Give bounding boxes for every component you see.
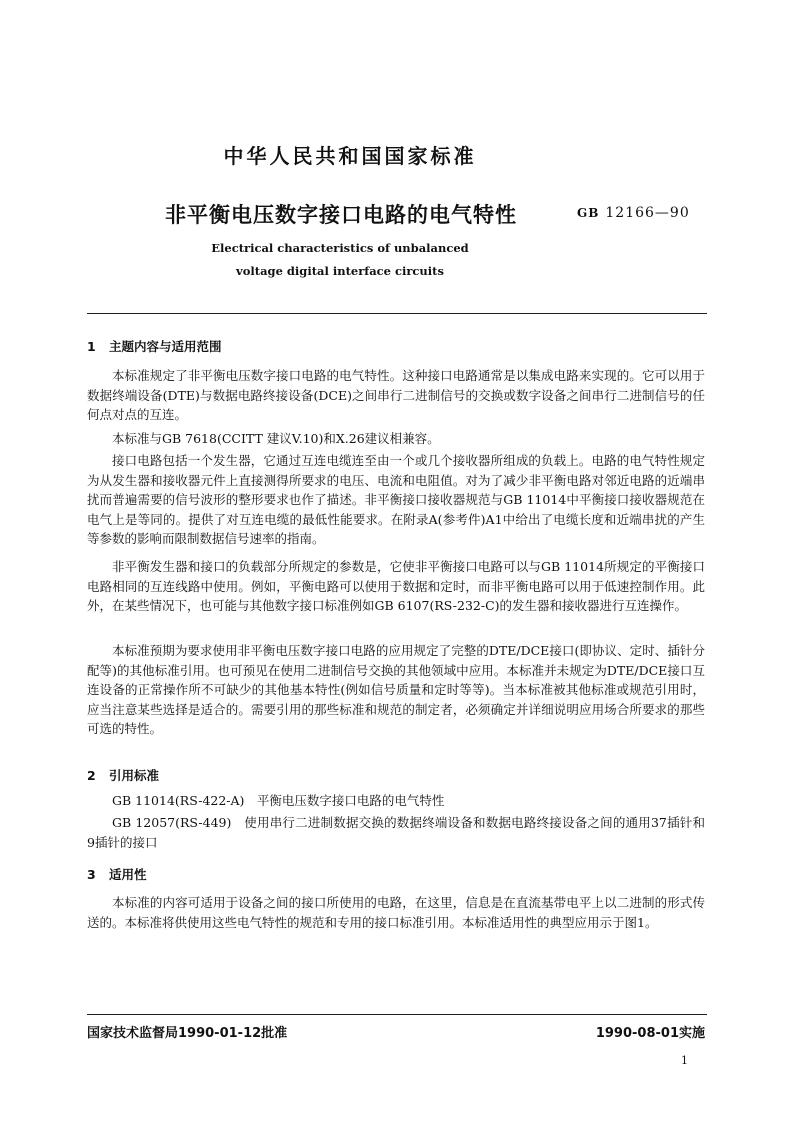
title-en-line-2: voltage digital interface circuits bbox=[236, 264, 444, 278]
standard-type-heading: 中华人民共和国国家标准 bbox=[223, 144, 477, 168]
footer-divider bbox=[87, 1014, 707, 1015]
section-title: 主题内容与适用范围 bbox=[109, 339, 222, 354]
standard-code bbox=[577, 205, 690, 221]
title-en-line-1: Electrical characteristics of unbalanced bbox=[211, 241, 469, 255]
paragraph: 本标准的内容可适用于设备之间的接口所使用的电路，在这里，信息是在直流基带电平上以二进制的形式传送的。本标准将供使用这些电气特性的规范和专用的接口标准引用。本标准适用性的典型应用示于图1。 bbox=[87, 895, 705, 930]
paragraph: 本标准规定了非平衡电压数字接口电路的电气特性。这种接口电路通常是以集成电路来实现的。它可以用于数据终端设备(DTE)与数据电路终接设备(DCE)之间串行二进制信号的交换或数字设备之间串行二进制信号的任何点对点的互连。 bbox=[87, 368, 705, 422]
section-heading bbox=[87, 865, 147, 883]
paragraph: 本标准与GB 7618(CCITT 建议V.10)和X.26建议相兼容。 bbox=[112, 431, 440, 446]
section-heading bbox=[87, 337, 222, 355]
standard-code-prefix: GB bbox=[577, 206, 600, 220]
section-title: 引用标准 bbox=[109, 768, 160, 783]
header-divider bbox=[87, 313, 707, 314]
paragraph: 非平衡发生器和接口的负载部分所规定的参数是，它使非平衡接口电路可以与GB 11014所规定的平衡接口电路相同的互连线路中使用。例如，平衡电路可以使用于数据和定时，而非平衡电路可以用于低速控制作用。此外，在某些情况下，也可能与其他数字接口标准例如GB 6107(RS-232-C)的发生器和接收器进行互连操作。 bbox=[87, 559, 705, 613]
section-title: 适用性 bbox=[109, 867, 147, 882]
standard-code-number: 12166—90 bbox=[605, 205, 690, 221]
section-number: 1 bbox=[87, 339, 96, 354]
page-number: 1 bbox=[681, 1054, 688, 1067]
paragraph: 本标准预期为要求使用非平衡电压数字接口电路的应用规定了完整的DTE/DCE接口(即协议、定时、插针分配等)的其他标准引用。也可预见在使用二进制信号交换的其他领域中应用。本标准并未规定为DTE/DCE接口互连设备的正常操作所不可缺少的其他基本特性(例如信号质量和定时等等)。当本标准被其他标准或规范引用时，应当注意某些选择是适合的。需要引用的那些标准和规范的制定者，必须确定并详细说明应用场合所要求的那些可选的特性。 bbox=[87, 643, 705, 736]
document-title-cn: 非平衡电压数字接口电路的电气特性 bbox=[165, 203, 517, 227]
approval-date: 国家技术监督局1990-01-12批准 bbox=[87, 1026, 288, 1041]
effective-date: 1990-08-01实施 bbox=[595, 1026, 705, 1041]
section-heading bbox=[87, 766, 159, 784]
section-number: 3 bbox=[87, 867, 96, 882]
section-number: 2 bbox=[87, 768, 96, 783]
reference-item: GB 11014(RS-422-A) 平衡电压数字接口电路的电气特性 bbox=[112, 793, 445, 808]
reference-item: GB 12057(RS-449) 使用串行二进制数据交换的数据终端设备和数据电路终接设备之间的通用37插针和9插针的接口 bbox=[87, 815, 705, 850]
document-title-en bbox=[0, 237, 680, 283]
paragraph: 接口电路包括一个发生器，它通过互连电缆连至由一个或几个接收器所组成的负载上。电路的电气特性规定为从发生器和接收器元件上直接测得所要求的电压、电流和电阻值。对为了减少非平衡电路对邻近电路的近端串扰而普遍需要的信号波形的整形要求也作了描述。非平衡接口接收器规范与GB 11014中平衡接口接收器规范在电气上是等同的。提供了对互连电缆的最低性能要求。在附录A(参考件)A1中给出了电缆长度和近端串扰的产生等参数的影响而限制数据信号速率的指南。 bbox=[87, 453, 705, 546]
